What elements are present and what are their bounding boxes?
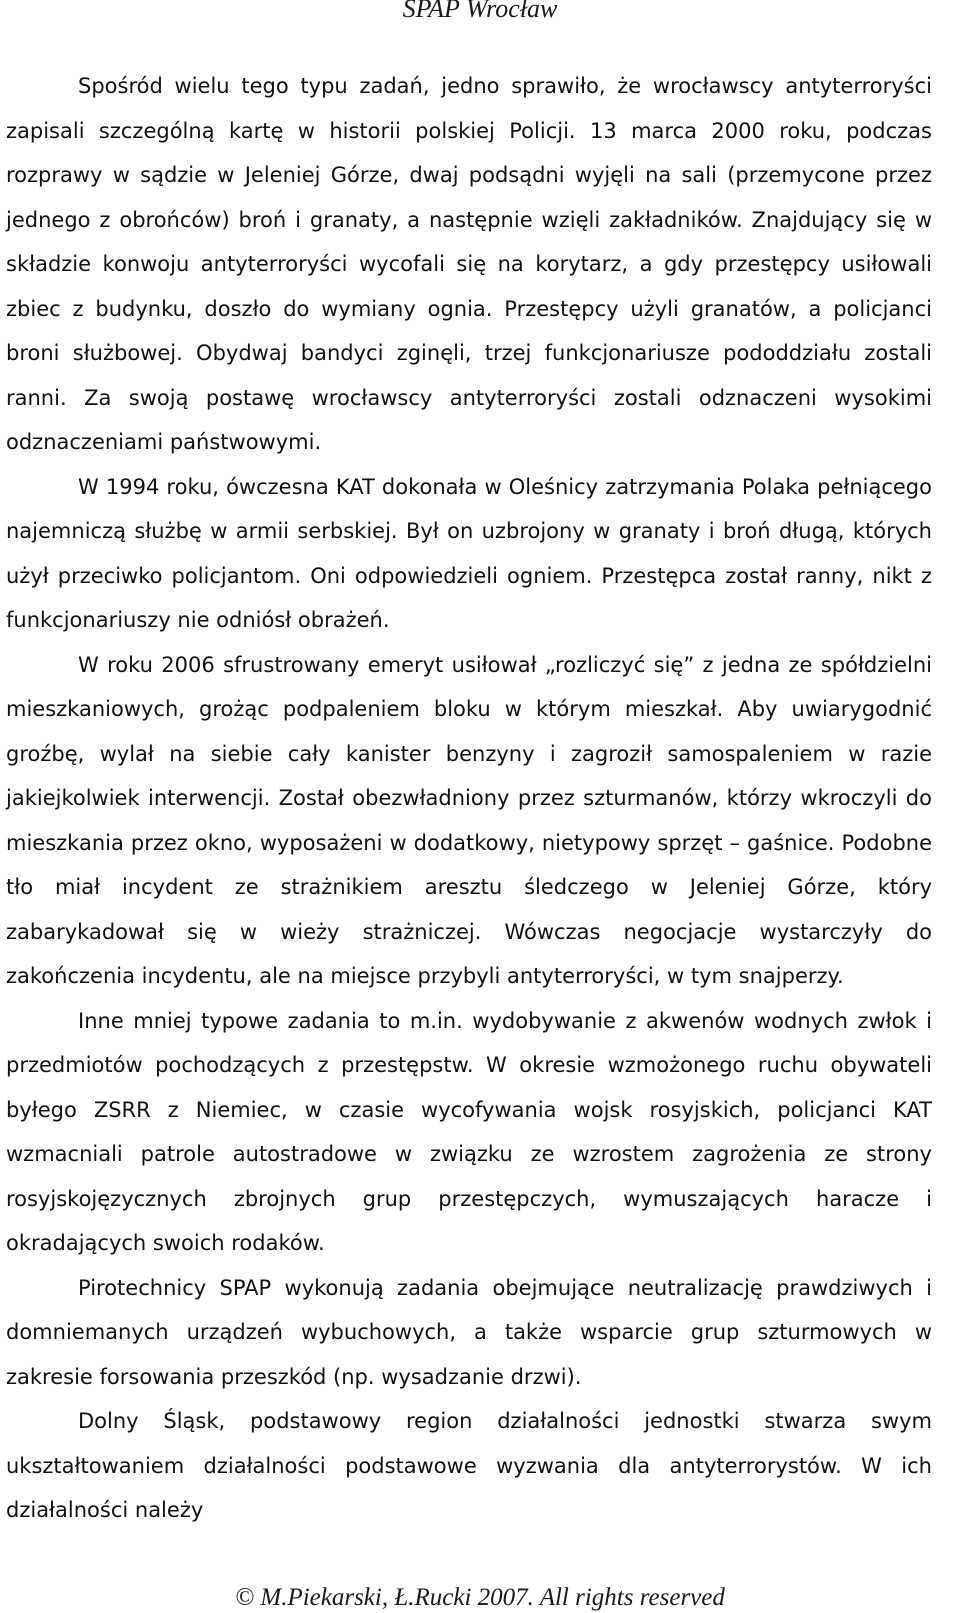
paragraph-2006-incident: W roku 2006 sfrustrowany emeryt usiłował „rozliczyć się” z jedna ze spółdzielni mieszkaniowych, grożąc podpaleniem bloku w którym mieszkał. Aby uwiarygodnić groźbę, wylał na siebie cały kanister benzyny i zagroził samospaleniem w razie jakiejkolwiek interwencji. Został obezwładniony przez szturmanów, którzy wkroczyli do mieszkania przez okno, wyposażeni w dodatkowy, nietypowy sprzęt – gaśnice. Podobne tło miał incydent ze strażnikiem aresztu śledczego w Jeleniej Górze, który zabarykadował się w wieży strażniczej. Wówczas negocjacje wystarczyły do zakończenia incydentu, ale na miejsce przybyli antyterroryści, w tym snajperzy.: [6, 652, 932, 988]
document-body: [6, 64, 932, 1533]
paragraph-pyrotechnics: Pirotechnicy SPAP wykonują zadania obejmujące neutralizację prawdziwych i domniemanych urządzeń wybuchowych, a także wsparcie grup szturmowych w zakresie forsowania przeszkód (np. wysadzanie drzwi).: [6, 1275, 932, 1389]
paragraph-lower-silesia: Dolny Śląsk, podstawowy region działalności jednostki stwarza swym ukształtowaniem działalności podstawowe wyzwania dla antyterrorystów. W ich działalności należy: [6, 1409, 932, 1522]
paragraph-atypical-tasks: Inne mniej typowe zadania to m.in. wydobywanie z akwenów wodnych zwłok i przedmiotów pochodzących z przestępstw. W okresie wzmożonego ruchu obywateli byłego ZSRR z Niemiec, w czasie wycofywania wojsk rosyjskich, policjanci KAT wzmacniali patrole autostradowe w związku ze wzrostem zagrożenia ze strony rosyjskojęzycznych zbrojnych grup przestępczych, wymuszających haracze i okradających swoich rodaków.: [6, 1008, 932, 1255]
paragraph-olesnica-arrest: W 1994 roku, ówczesna KAT dokonała w Oleśnicy zatrzymania Polaka pełniącego najemniczą służbę w armii serbskiej. Był on uzbrojony w granaty i broń długą, których użył przeciwko policjantom. Oni odpowiedzieli ogniem. Przestępca został ranny, nikt z funkcjonariuszy nie odniósł obrażeń.: [6, 474, 932, 632]
paragraph-hostage-incident: Spośród wielu tego typu zadań, jedno sprawiło, że wrocławscy antyterroryści zapisali szczególną kartę w historii polskiej Policji. 13 marca 2000 roku, podczas rozprawy w sądzie w Jeleniej Górze, dwaj podsądni wyjęli na sali (przemycone przez jednego z obrońców) broń i granaty, a następnie wzięli zakładników. Znajdujący się w składzie konwoju antyterroryści wycofali się na korytarz, a gdy przestępcy usiłowali zbiec z budynku, doszło do wymiany ognia. Przestępcy użyli granatów, a policjanci broni służbowej. Obydwaj bandyci zginęli, trzej funkcjonariusze pododdziału zostali ranni. Za swoją postawę wrocławscy antyterroryści zostali odznaczeni wysokimi odznaczeniami państwowymi.: [6, 74, 932, 454]
page-footer: © M.Piekarski, Ł.Rucki 2007. All rights reserved: [235, 1584, 725, 1611]
page-header: SPAP Wrocław: [402, 0, 558, 23]
